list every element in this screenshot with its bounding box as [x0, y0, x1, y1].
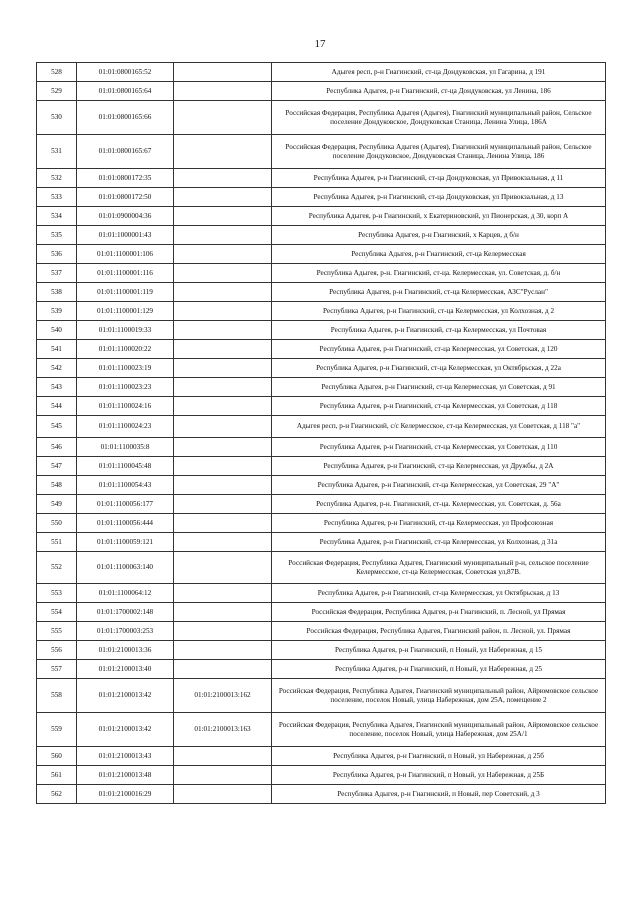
cadastral-number: 01:01:0800172:50 [77, 188, 174, 207]
address: Республика Адыгея, р-н Гиагинский, п Новый, ул Набережная, д 25 [272, 660, 606, 679]
row-number: 554 [37, 603, 77, 622]
row-number: 534 [37, 207, 77, 226]
table-row [37, 283, 606, 302]
address: Республика Адыгея, р-н Гиагинский, п Новый, пер Советский, д 3 [272, 785, 606, 804]
room-cadastral-number [174, 660, 272, 679]
cadastral-number: 01:01:1100001:116 [77, 264, 174, 283]
table-row [37, 476, 606, 495]
row-number: 545 [37, 416, 77, 438]
cadastral-number: 01:01:1100023:19 [77, 359, 174, 378]
table-row [37, 321, 606, 340]
table-row [37, 533, 606, 552]
table-row [37, 207, 606, 226]
table-row [37, 416, 606, 438]
room-cadastral-number [174, 603, 272, 622]
table-row [37, 584, 606, 603]
room-cadastral-number [174, 169, 272, 188]
address: Адыгея респ, р-н Гиагинский, ст-ца Дондуковская, ул Гагарина, д 191 [272, 63, 606, 82]
address: Республика Адыгея, р-н. Гиагинский, ст-ца. Келермесская, ул. Советская, д. б/н [272, 264, 606, 283]
room-cadastral-number [174, 283, 272, 302]
address: Российская Федерация, Республика Адыгея, Гиагинский район, п. Лесной, ул. Прямая [272, 622, 606, 641]
row-number: 561 [37, 766, 77, 785]
row-number: 531 [37, 135, 77, 169]
row-number: 528 [37, 63, 77, 82]
room-cadastral-number: 01:01:2100013:163 [174, 713, 272, 747]
room-cadastral-number [174, 747, 272, 766]
room-cadastral-number [174, 438, 272, 457]
room-cadastral-number [174, 302, 272, 321]
address: Республика Адыгея, р-н Гиагинский, ст-ца Келермесская [272, 245, 606, 264]
row-number: 555 [37, 622, 77, 641]
table-row [37, 641, 606, 660]
row-number: 551 [37, 533, 77, 552]
cadastral-number: 01:01:1100063:140 [77, 552, 174, 584]
cadastral-number: 01:01:1100056:444 [77, 514, 174, 533]
room-cadastral-number [174, 321, 272, 340]
row-number: 550 [37, 514, 77, 533]
row-number: 535 [37, 226, 77, 245]
row-number: 553 [37, 584, 77, 603]
address: Республика Адыгея, р-н Гиагинский, ст-ца Дондуковская, ул Привокзальная, д 13 [272, 188, 606, 207]
row-number: 559 [37, 713, 77, 747]
table-row [37, 747, 606, 766]
room-cadastral-number [174, 416, 272, 438]
row-number: 544 [37, 397, 77, 416]
room-cadastral-number [174, 378, 272, 397]
address: Республика Адыгея, р-н. Гиагинский, ст-ца. Келермесская, ул. Советская, д. 56а [272, 495, 606, 514]
address: Российская Федерация, Республика Адыгея (Адыгея), Гиагинский муниципальный район, Сельское поселение Дондуковское, Дондуковская Станица, Ленина Улица, 186А [272, 101, 606, 135]
row-number: 558 [37, 679, 77, 713]
table-row [37, 438, 606, 457]
row-number: 533 [37, 188, 77, 207]
table-row [37, 622, 606, 641]
address: Республика Адыгея, р-н Гиагинский, х Екатериновский, ул Пионерская, д 30, корп А [272, 207, 606, 226]
row-number: 530 [37, 101, 77, 135]
cadastral-number: 01:01:1100019:33 [77, 321, 174, 340]
cadastral-number: 01:01:1100001:129 [77, 302, 174, 321]
cadastral-number: 01:01:1700002:148 [77, 603, 174, 622]
cadastral-number: 01:01:1100056:177 [77, 495, 174, 514]
address: Республика Адыгея, р-н Гиагинский, ст-ца Келермесская, ул Профсоюзная [272, 514, 606, 533]
room-cadastral-number [174, 188, 272, 207]
room-cadastral-number [174, 226, 272, 245]
row-number: 539 [37, 302, 77, 321]
room-cadastral-number [174, 476, 272, 495]
row-number: 542 [37, 359, 77, 378]
cadastral-number: 01:01:2100013:43 [77, 747, 174, 766]
table-row [37, 226, 606, 245]
row-number: 549 [37, 495, 77, 514]
row-number: 562 [37, 785, 77, 804]
row-number: 532 [37, 169, 77, 188]
cadastral-number: 01:01:1100024:23 [77, 416, 174, 438]
room-cadastral-number [174, 514, 272, 533]
room-cadastral-number [174, 359, 272, 378]
address: Российская Федерация, Республика Адыгея, Гиагинский муниципальный район, Айрюмовское сельское поселение, поселок Новый, улица Набережная, дом 25А, помещение 2 [272, 679, 606, 713]
table-row [37, 397, 606, 416]
address: Республика Адыгея, р-н Гиагинский, п Новый, ул Набережная, д 15 [272, 641, 606, 660]
address: Республика Адыгея, р-н Гиагинский, ст-ца Келермесская, ул Советская, д 118 [272, 397, 606, 416]
room-cadastral-number [174, 785, 272, 804]
cadastral-number: 01:01:1000001:43 [77, 226, 174, 245]
room-cadastral-number: 01:01:2100013:162 [174, 679, 272, 713]
table-row [37, 245, 606, 264]
address: Республика Адыгея, р-н Гиагинский, ст-ца Дондуковская, ул Привокзальная, д 11 [272, 169, 606, 188]
cadastral-number: 01:01:0800165:67 [77, 135, 174, 169]
room-cadastral-number [174, 397, 272, 416]
address: Адыгея респ, р-н Гиагинский, с/с Келермесское, ст-ца Келермесская, ул Советская, д 118 "а" [272, 416, 606, 438]
row-number: 556 [37, 641, 77, 660]
address: Российская Федерация, Республика Адыгея, р-н Гиагинский, п. Лесной, ул Прямая [272, 603, 606, 622]
address: Республика Адыгея, р-н Гиагинский, ст-ца Келермесская, ул Советская, д 91 [272, 378, 606, 397]
table-row [37, 514, 606, 533]
cadastral-number: 01:01:1100024:16 [77, 397, 174, 416]
room-cadastral-number [174, 552, 272, 584]
address: Республика Адыгея, р-н Гиагинский, ст-ца Келермесская, ул Колхозная, д 2 [272, 302, 606, 321]
row-number: 543 [37, 378, 77, 397]
address: Республика Адыгея, р-н Гиагинский, ст-ца Келермесская, АЗС"Руслан" [272, 283, 606, 302]
address: Республика Адыгея, р-н Гиагинский, ст-ца Келермесская, ул Колхозная, д 31а [272, 533, 606, 552]
table-row [37, 713, 606, 747]
table-row [37, 679, 606, 713]
table-row [37, 302, 606, 321]
address: Республика Адыгея, р-н Гиагинский, п Новый, ул Набережная, д 25Б [272, 766, 606, 785]
row-number: 529 [37, 82, 77, 101]
cadastral-number: 01:01:2100013:42 [77, 713, 174, 747]
row-number: 540 [37, 321, 77, 340]
room-cadastral-number [174, 264, 272, 283]
cadastral-number: 01:01:1100059:121 [77, 533, 174, 552]
room-cadastral-number [174, 82, 272, 101]
room-cadastral-number [174, 457, 272, 476]
room-cadastral-number [174, 245, 272, 264]
cadastral-number: 01:01:0800165:52 [77, 63, 174, 82]
table-row [37, 495, 606, 514]
cadastral-number: 01:01:2100013:42 [77, 679, 174, 713]
room-cadastral-number [174, 63, 272, 82]
row-number: 538 [37, 283, 77, 302]
cadastral-number: 01:01:0900004:36 [77, 207, 174, 226]
address: Российская Федерация, Республика Адыгея, Гиагинский муниципальный р-н, сельское поселение Келермесское, ст-ца Келермесская, Советская ул,87В. [272, 552, 606, 584]
room-cadastral-number [174, 533, 272, 552]
table-row [37, 552, 606, 584]
table-row [37, 169, 606, 188]
room-cadastral-number [174, 641, 272, 660]
table-row [37, 264, 606, 283]
page-number: 17 [314, 38, 326, 50]
table-row [37, 457, 606, 476]
table-row [37, 603, 606, 622]
cadastral-number: 01:01:0800172:35 [77, 169, 174, 188]
table-row [37, 135, 606, 169]
cadastral-table [36, 62, 606, 804]
cadastral-number: 01:01:2100016:29 [77, 785, 174, 804]
cadastral-number: 01:01:1100045:48 [77, 457, 174, 476]
table-row [37, 340, 606, 359]
table-row [37, 378, 606, 397]
room-cadastral-number [174, 495, 272, 514]
room-cadastral-number [174, 622, 272, 641]
address: Республика Адыгея, р-н Гиагинский, ст-ца Келермесская, ул Почтовая [272, 321, 606, 340]
row-number: 546 [37, 438, 77, 457]
cadastral-number: 01:01:1100064:12 [77, 584, 174, 603]
cadastral-number: 01:01:1100035:8 [77, 438, 174, 457]
table-row [37, 660, 606, 679]
row-number: 552 [37, 552, 77, 584]
address: Российская Федерация, Республика Адыгея, Гиагинский муниципальный район, Айрюмовское сельское поселение, поселок Новый, улица Набережная, дом 25А/1 [272, 713, 606, 747]
address: Республика Адыгея, р-н Гиагинский, п Новый, ул Набережная, д 25б [272, 747, 606, 766]
address: Республика Адыгея, р-н Гиагинский, ст-ца Келермесская, ул Дружбы, д 2А [272, 457, 606, 476]
cadastral-number: 01:01:1700003:253 [77, 622, 174, 641]
cadastral-number: 01:01:2100013:36 [77, 641, 174, 660]
cadastral-number: 01:01:1100054:43 [77, 476, 174, 495]
address: Республика Адыгея, р-н Гиагинский, ст-ца Келермесская, ул Советская, д 110 [272, 438, 606, 457]
table-row [37, 785, 606, 804]
address: Республика Адыгея, р-н Гиагинский, ст-ца Келермесская, ул Октябрьская, д 13 [272, 584, 606, 603]
room-cadastral-number [174, 207, 272, 226]
cadastral-number: 01:01:2100013:48 [77, 766, 174, 785]
table-row [37, 82, 606, 101]
cadastral-number: 01:01:0800165:64 [77, 82, 174, 101]
room-cadastral-number [174, 101, 272, 135]
cadastral-number: 01:01:1100020:22 [77, 340, 174, 359]
table-row [37, 63, 606, 82]
room-cadastral-number [174, 584, 272, 603]
row-number: 536 [37, 245, 77, 264]
table-row [37, 188, 606, 207]
row-number: 547 [37, 457, 77, 476]
address: Республика Адыгея, р-н Гиагинский, ст-ца Келермесская, ул Советская, 29 "А" [272, 476, 606, 495]
row-number: 541 [37, 340, 77, 359]
row-number: 548 [37, 476, 77, 495]
cadastral-number: 01:01:1100001:119 [77, 283, 174, 302]
cadastral-number: 01:01:1100023:23 [77, 378, 174, 397]
cadastral-number: 01:01:1100001:106 [77, 245, 174, 264]
table-row [37, 101, 606, 135]
row-number: 560 [37, 747, 77, 766]
cadastral-number: 01:01:2100013:40 [77, 660, 174, 679]
room-cadastral-number [174, 340, 272, 359]
table-body [37, 63, 606, 804]
row-number: 537 [37, 264, 77, 283]
address: Республика Адыгея, р-н Гиагинский, х Карцев, д б/н [272, 226, 606, 245]
address: Республика Адыгея, р-н Гиагинский, ст-ца Дондуковская, ул Ленина, 186 [272, 82, 606, 101]
address: Российская Федерация, Республика Адыгея (Адыгея), Гиагинский муниципальный район, Сельское поселение Дондуковское, Дондуковская Станица, Ленина Улица, 186 [272, 135, 606, 169]
room-cadastral-number [174, 766, 272, 785]
address: Республика Адыгея, р-н Гиагинский, ст-ца Келермесская, ул Советская, д 120 [272, 340, 606, 359]
table-row [37, 359, 606, 378]
room-cadastral-number [174, 135, 272, 169]
cadastral-number: 01:01:0800165:66 [77, 101, 174, 135]
table-row [37, 766, 606, 785]
row-number: 557 [37, 660, 77, 679]
address: Республика Адыгея, р-н Гиагинский, ст-ца Келермесская, ул Октябрьская, д 22а [272, 359, 606, 378]
